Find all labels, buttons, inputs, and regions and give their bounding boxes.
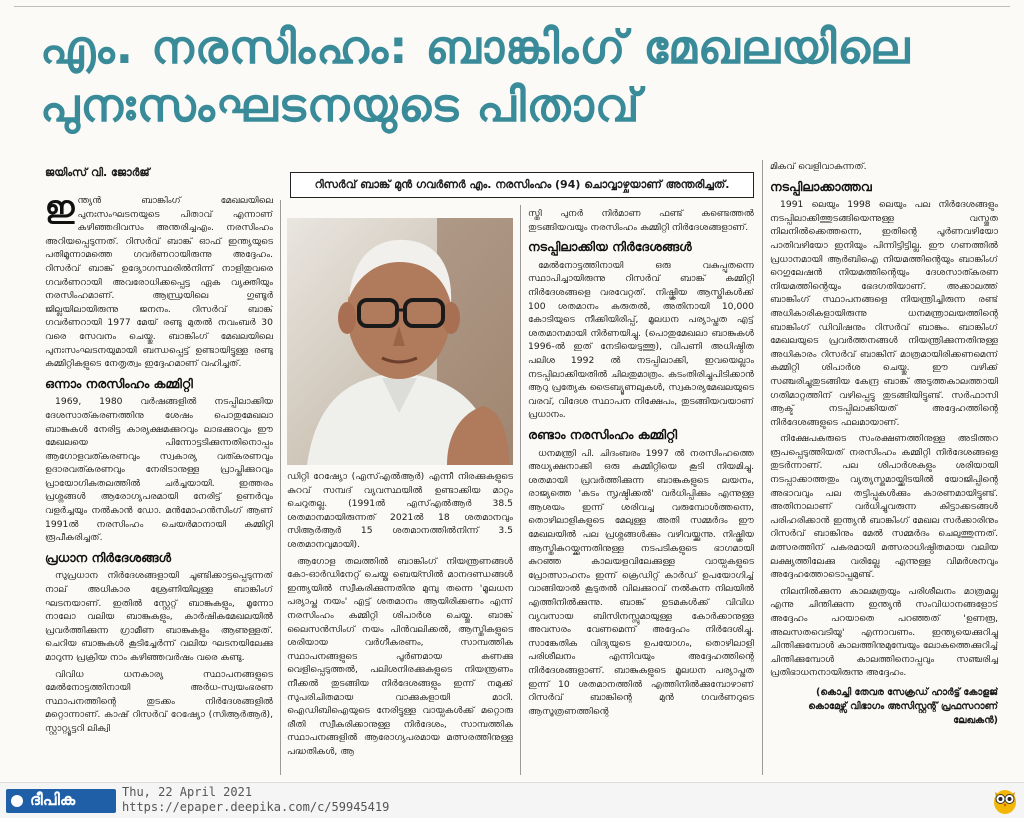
paragraph: സ്തി പുനർ നിർമാണ ഫണ്ട് കണ്ടെത്തൽ തുടങ്ങിയവയും നരസിംഹം കമ്മിറ്റി നിർദേശങ്ങളാണ്. (528, 208, 754, 233)
edition-url[interactable]: https://epaper.deepika.com/c/59945419 (122, 800, 390, 814)
article-column-3 (528, 207, 754, 778)
subhead-implemented: നടപ്പിലാക്കിയ നിർദേശങ്ങൾ (528, 239, 692, 255)
column-rule (520, 205, 521, 775)
author-credit: (കൊച്ചി തേവര സേക്രഡ് ഹാർട്ട് കോളജ് കൊമേഴ്സ് വിഭാഗം അസിസ്റ്റന്റ് പ്രഫസറാണ് ലേഖകൻ) (808, 686, 998, 726)
column-rule (762, 160, 763, 775)
byline: ജയിംസ് വി. ജോർജ് (45, 166, 150, 179)
subhead-not-implemented: നടപ്പിലാക്കാത്തവ (770, 178, 872, 194)
paragraph: ഡിറ്റി റേഷ്യോ (എസ്എൽആർ) എന്നീ നിരക്കുകളുടെ കുറവ് സമ്പദ് വ്യവസ്ഥയിൽ ഉണ്ടാക്കിയ മാറ്റം ചെറുതല്ല. (1991ൽ എസ്എൽആർ 38.5 ശതമാനമായിരുന്നത് 2021ൽ 18 ശതമാനവും സിആർആർ 15 ശതമാനത്തിൽനിന്ന് 3.5 ശതമാനവുമായി). (287, 471, 513, 550)
subhead-main-proposals: പ്രധാന നിർദേശങ്ങൾ (45, 549, 172, 565)
headline-line-2: പുനഃസംഘടനയുടെ പിതാവ് (40, 78, 641, 132)
paragraph: ധനമന്ത്രി പി. ചിദംബരം 1997 ൽ നരസിംഹത്തെ അധ്യക്ഷനാക്കി ഒരു കമ്മിറ്റിയെ കൂടി നിയമിച്ചു. ശതമായി പ്രവർത്തിക്കുന്ന ബാങ്കുകളുടെ ലയനം, രാജ്യത്തെ 'കടം സൃഷ്ടിക്കൽ' വർധിപ്പിക്കും എന്നുള്ള ആശയം ഇന്ന് ശരിവച്ച വരുമ്പോൾത്തന്നെ, തൊഴിലാളികളുടെ മേലുള്ള അതി സമ്മർദം ഈ മേഖലയിൽ പല പ്രശ്നങ്ങൾക്കും വഴിവയ്ക്കുന്നു. നിഷ്ക്രിയ ആസ്തികുറയ്ക്കുന്നതിനുള്ള നടപടികളുടെ ഭാഗമായി കുറഞ്ഞ കാലയളവിലേക്കുള്ള വായ്പകളുടെ പ്രോത്സാഹനം ഇന്ന് ക്രെഡിറ്റ് കാർഡ് ഉപയോഗിച്ച് വാങ്ങിയാൽ കൂടുതൽ വിലക്കുറവ് നൽകുന്ന നിലയിൽ എത്തിനിൽക്കുന്നു. ബാങ്ക് ഉടമകൾക്ക് വിവിധ വ്യവസായ ബിസിനസ്സുമായുള്ള കോർക്കാനുള്ള അവസരം വേണമെന്ന് അദ്ദേഹം നിർദേശിച്ചു. സാങ്കേതിക വിദ്യയുടെ ഉപയോഗം, തൊഴിലാളി പരിശീലനം എന്നിവയും അദ്ദേഹത്തിന്റെ നിർദേശങ്ങളാണ്. ബാങ്കുകളുടെ മൂലധന പര്യാപ്തത ഇന്ന് 10 ശതമാനത്തിൽ എത്തിനിൽക്കുമ്പോഴാണ് റിസർവ് ബാങ്കിന്റെ മുൻ ഗവർണറുടെ ആസൂത്രണത്തിന്റെ (528, 447, 754, 717)
paragraph: വിവിധ ധനകാര്യ സ്ഥാപനങ്ങളുടെ മേൽനോട്ടത്തിനായി അർധ-സ്വയംഭരണ സ്ഥാപനത്തിന്റെ തുടക്കം നിർദേശങ്ങളിൽ മറ്റൊന്നാണ്. കാഷ് റിസർവ് റേഷ്യോ (സിആർആർ), സ്റ്റാറ്റ്യൂട്ടറി ലിക്വി (45, 668, 273, 734)
paragraph: 1969, 1980 വർഷങ്ങളിൽ നടപ്പിലാക്കിയ ദേശസാത്കരണത്തിനു ശേഷം പൊതുമേഖലാ ബാങ്കുകൾ നേരിട്ട കാര്യക്ഷമക്കുറവും ലാഭക്കുറവും ഈ മേഖലയെ പിന്നോട്ടടിക്കുന്നതിനൊപ്പം ആഗോളവത്കരണവും സ്വകാര്യ വത്കരണവും ഉദാരവത്കരണവും നേരിടാനുള്ള പ്രാപ്തിക്കുറവും പ്രായോഗികതലത്തിൽ ചർച്ചയായി. ഇത്തരം പ്രശ്നങ്ങൾ ആരോഗ്യപരമായി നേരിട്ട് ഉണർവും വളർച്ചയും നൽകാൻ ഡോ. മൻമോഹൻസിംഗ് ആണ് 1991ൽ നരസിംഹം ചെയർമാനായി കമ്മിറ്റി രൂപീകരിച്ചത്. (45, 396, 273, 544)
paragraph: നിലനിൽക്കുന്ന കാലമത്രയും പരിശീലനം മാത്രമല്ല എന്നു ചിന്തിക്കുന്ന ഇന്ത്യൻ സംവിധാനങ്ങളോട് അദ്ദേഹം പറയാതെ പറഞ്ഞത് 'ഉണരൂ, അലസതവെടിയൂ' എന്നാവണം. ഇന്ത്യയെക്കുറിച്ചു ചിന്തിക്കുമ്പോൾ കാലത്തിനുമുമ്പേയും ലോകത്തെക്കുറിച്ച് ചിന്തിക്കുമ്പോൾ കാലത്തിനൊപ്പവും സഞ്ചരിച്ച പ്രതിഭാധനനായിരുന്നു അദ്ദേഹം. (770, 585, 998, 679)
paragraph: മികവ് വെളിവാകുന്നത്. (770, 161, 867, 172)
top-rule (14, 6, 1010, 7)
headline (40, 18, 990, 134)
subhead-first-committee: ഒന്നാം നരസിംഹം കമ്മിറ്റി (45, 375, 193, 391)
column-rule (280, 200, 281, 775)
deck-box: റിസർവ് ബാങ്ക് മുൻ ഗവർണർ എം. നരസിംഹം (94) ചൊവ്വാഴ്ചയാണ് അന്തരിച്ചത്. (290, 172, 754, 198)
portrait-illustration (287, 218, 513, 465)
subhead-second-committee: രണ്ടാം നരസിംഹം കമ്മിറ്റി (528, 426, 678, 442)
article-column-2 (287, 470, 513, 778)
paragraph: മേൽനോട്ടത്തിനായി ഒരു വകുപ്പുതന്നെ സ്ഥാപിച്ചായിരുന്നു റിസർവ് ബാങ്ക് കമ്മിറ്റി നിർദേശങ്ങളെ വരവേറ്റത്. നിഷ്ക്രിയ ആസ്തികൾക്ക് 100 ശതമാനം കരുതൽ, അതിനായി 10,000 കോടിയുടെ നീക്കിയിരിപ്പ്, മൂലധന പര്യാപ്തത എട്ട് ശതമാനമായി നിർണയിച്ചു. (പൊതുമേഖലാ ബാങ്കുകൾ 1996-ൽ ഇത് നേടിയെടുത്തു), വിപണി അധിഷ്ഠിത പലിശ 1992 ൽ നടപ്പിലാക്കി, ഇവയെല്ലാം നടപ്പിലാക്കിയതിൽ ചിലതുമാത്രം. കടംതിരിച്ചുപിടിക്കാൻ ആറു പ്രത്യേക ട്രൈബ്യൂണലുകൾ, സ്വകാര്യമേഖലയുടെ വരവ്, വിദേശ സ്ഥാപന നിക്ഷേപം, തുടങ്ങിയവയാണ് പ്രധാനം. (528, 259, 754, 421)
article-column-1 (45, 194, 273, 778)
epaper-footer (0, 782, 1024, 818)
deepika-logo[interactable] (6, 789, 116, 813)
paragraph: നിക്ഷേപകരുടെ സംരക്ഷണത്തിനുള്ള അടിത്തറ രൂപപ്പെടുത്തിയത് നരസിംഹം കമ്മിറ്റി നിർദേശങ്ങളെ തുടർന്നാണ്. പല ശിപാർശകളും ശരിയായി നടപ്പാക്കാത്തതും വ്യത്യസ്തമായ്ക്കിടയിൽ യോജിപ്പിന്റെ അഭാവവും പല തട്ടിപ്പുകൾക്കും കാരണമായിട്ടുണ്ട്. അതിനാലാണ് വർധിച്ചുവരുന്ന കിട്ടാക്കടങ്ങൾ പരിഹരിക്കാൻ ഇന്ത്യൻ ബാങ്കിംഗ് മേഖല സർക്കാരിനും റിസർവ് ബാങ്കിനും മേൽ സമ്മർദം ചെലുത്തുന്നത്. മത്സരത്തിന് പകരമായി മത്സരാധിഷ്ഠിതമായ വലിയ ലക്ഷ്യത്തിലേക്കു വരില്ലേ എന്നുള്ള വിമർശനവും അദ്ദേഹത്തോടൊപ്പമുണ്ട്. (770, 433, 998, 581)
logo-emblem-icon (11, 795, 23, 807)
headline-line-1: എം. നരസിംഹം: ബാങ്കിംഗ് മേഖലയിലെ (40, 20, 911, 74)
edition-date: Thu, 22 April 2021 (122, 785, 253, 799)
drop-cap: ഇ (45, 194, 75, 225)
paragraph: സുപ്രധാന നിർദേശങ്ങളായി ചൂണ്ടിക്കാട്ടപ്പെടുന്നത് നാല് അധികാര ശ്രേണിയിലുള്ള ബാങ്കിംഗ് ഘടനയാണ്. ഇതിൽ സ്റ്റേറ്റ് ബാങ്കുകളും, മൂന്നോ നാലോ വലിയ ബാങ്കുകളും, കാർഷികമേഖലയിൽ പ്രവർത്തിക്കുന്ന ഗ്രാമീണ ബാങ്കുകളും ആണുള്ളത്. ചെറിയ ബാങ്കുകൾ കൂടിച്ചേർന്ന് വലിയ ഘടനയിലേക്കു മാറുന്ന പ്രക്രിയ നാം കഴിഞ്ഞവർഷം വരെ കണ്ടു. (45, 570, 273, 663)
lead-paragraph: ഇന്ത്യൻ ബാങ്കിംഗ് മേഖലയിലെ പുനഃസംഘടനയുടെ പിതാവ് എന്നാണ് കഴിഞ്ഞദിവസം അന്തരിച്ചഎം. നരസിംഹം അറിയപ്പെടുന്നത്. റിസർവ് ബാങ്ക് ഓഫ് ഇന്ത്യയുടെ പതിമൂന്നാമത്തെ ഗവർണറായിരുന്നു അദ്ദേഹം. റിസർവ് ബാങ്ക് ഉദ്യോഗസ്ഥരിൽനിന്ന് നാളിതുവരെ ഗവർണറായി അവരോധിക്കപ്പെട്ട ഏക വ്യക്തിയും നരസിംഹമാണ്. ആന്ധ്രയിലെ ഗുണ്ടൂർ ജില്ലയിലായിരുന്നു ജനനം. റിസർവ് ബാങ്ക് ഗവർണറായി 1977 മേയ് രണ്ടു മുതൽ നവംബർ 30 വരെ സേവനം ചെയ്തു. ബാങ്കിംഗ് മേഖലയിലെ പുനഃസംഘടനയുമായി ബന്ധപ്പെട്ട് ഉണ്ടായിട്ടുള്ള രണ്ടു കമ്മിറ്റികളുടെ നേതൃത്വം ഇദ്ദേഹമാണ് വഹിച്ചത്. (45, 194, 273, 370)
owl-icon[interactable] (990, 785, 1020, 815)
article-column-4 (770, 160, 998, 778)
paragraph: 1991 ലെയും 1998 ലെയും പല നിർദേശങ്ങളും നടപ്പിലാക്കിത്തുടങ്ങിയെന്നുള്ള വസ്തുത നിലനിൽക്കെത്തന്നെ, ഇതിന്റെ പൂർണവഴിയോ പാതിവഴിയോ ഇനിയും പിന്നിട്ടിട്ടില്ല. ഈ ഗണത്തിൽ പ്രധാനമായി ആർബിഐ നിയമത്തിന്റെയും ബാങ്കിംഗ് റെഗുലേഷൻ നിയമത്തിന്റെയും ദേശസാത്കരണ നിയമത്തിന്റെയും ഭേദഗതിയാണ്. അക്കാലത്ത് ബാങ്കിംഗ് സ്ഥാപനങ്ങളെ നിയന്ത്രിച്ചിരുന്ന രണ്ട് അധികാരികളായിരുന്നു ധനമന്ത്രാലയത്തിന്റെ ബാങ്കിംഗ് ഡിവിഷനും റിസർവ് ബാങ്കും. ബാങ്കിംഗ് മേഖലയുടെ പ്രവർത്തനങ്ങൾ നിയന്ത്രിക്കുന്നതിനുള്ള അധികാരം റിസർവ് ബാങ്കിന് മാത്രമായിരിക്കണമെന്ന് കമ്മിറ്റി ശിപാർശ ചെയ്തു. ഈ വഴിക്ക് സഞ്ചരിച്ചുതുടങ്ങിയ കേന്ദ്ര ബാങ്ക് അടുത്തകാലത്തായി ഗതിമാറ്റത്തിന് വഴിപ്പെട്ടു തുടങ്ങിയിട്ടുണ്ട്. സർഫാസി ആക്ട് നടപ്പിലാക്കിയത് അദ്ദേഹത്തിന്റെ നിർദേശങ്ങളുടെ ഫലമായാണ്. (770, 199, 998, 428)
logo-text: ദീപിക (30, 790, 76, 809)
portrait-photo (287, 218, 513, 465)
paragraph: ആഗോള തലത്തിൽ ബാങ്കിംഗ് നിയന്ത്രണങ്ങൾ കോ-ഓർഡിനേറ്റ് ചെയ്ത ബെയ്സിൽ മാനദണ്ഡങ്ങൾ ഇന്ത്യയിൽ സ്വീകരിക്കുന്നതിനു മുമ്പു തന്നെ 'മൂലധന പര്യാപ്ത നയം' എട്ട് ശതമാനം ആയിരിക്കണം എന്ന് നരസിംഹം കമ്മിറ്റി ശിപാർശ ചെയ്തു. ബാങ്ക് ലൈസൻസിംഗ് നയം പിൻവലിക്കൽ, ആസ്തികളുടെ ശരിയായ വർഗീകരണം, സാമ്പത്തിക സ്ഥാപനങ്ങളുടെ പൂർണമായ കണക്കു വെളിപ്പെടുത്തൽ, പലിശനിരക്കുകളുടെ നിയന്ത്രണം നീക്കൽ തുടങ്ങിയ നിർദേശങ്ങളും ഇന്ന് നമുക്ക് സുപരിചിതമായ വാക്കുകളായി മാറി. ഐഡിബിഐയുടെ നേരിട്ടുള്ള വായ്പകൾക്ക് മറ്റൊരു രീതി സ്വീകരിക്കാനുള്ള നിർദേശം, സാമ്പത്തിക സ്ഥാപനങ്ങളിൽ ആരോഗ്യപരമായ മത്സരത്തിനുള്ള പദ്ധതികൾ, ആ (287, 555, 513, 757)
